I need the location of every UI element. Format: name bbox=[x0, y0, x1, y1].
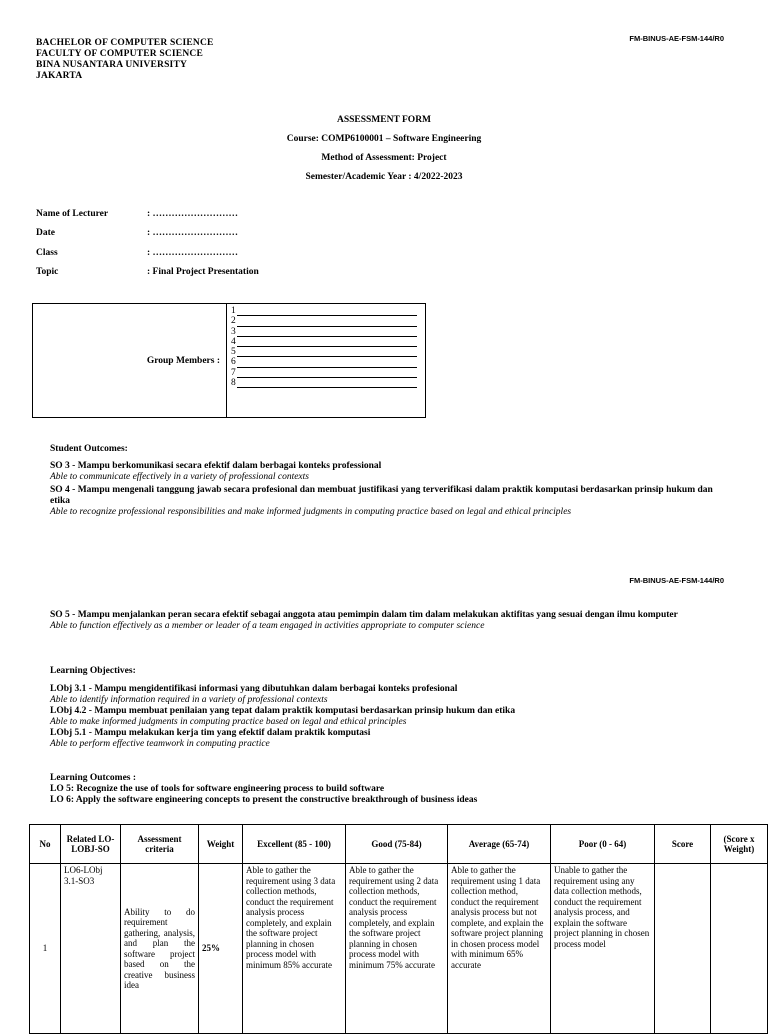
section-heading: Learning Objectives: bbox=[50, 666, 136, 676]
course-line: Course: COMP6100001 – Software Engineering bbox=[286, 134, 482, 144]
group-members-label: Group Members : bbox=[33, 304, 227, 417]
so5-title: SO 5 - Mampu menjalankan peran secara efektif sebagai anggota atau pemimpin dalam tim dalam melakukan aktifitas yang sesuai dengan ilmu komputer bbox=[50, 610, 678, 620]
so5-desc: Able to function effectively as a member or leader of a team engaged in activities appropriate to computer science bbox=[50, 621, 485, 631]
so3-title: SO 3 - Mampu berkomunikasi secara efektif dalam berbagai konteks professional bbox=[50, 461, 382, 471]
cell-poor: Unable to gather the requirement using any data collection methods, conduct the requirement analysis process, and explain the software project planning in chosen process model bbox=[551, 864, 655, 1034]
learning-objectives-section bbox=[50, 666, 730, 750]
meta-fields bbox=[36, 209, 259, 286]
member-line[interactable]: 8 bbox=[231, 378, 417, 388]
institution-line: BACHELOR OF COMPUTER SCIENCE bbox=[36, 38, 214, 48]
meta-label: Date bbox=[36, 228, 55, 239]
meta-label: Topic bbox=[36, 266, 59, 277]
meta-row-topic bbox=[36, 267, 259, 286]
form-code-page2: FM-BINUS-AE-FSM-144/R0 bbox=[629, 576, 724, 585]
lobj31-desc: Able to identify information required in a variety of professional contexts bbox=[50, 695, 328, 705]
meta-value: : ……………………… bbox=[147, 228, 239, 239]
so3-desc: Able to communicate effectively in a variety of professional contexts bbox=[50, 472, 309, 482]
cell-average: Able to gather the requirement using 1 data collection method, conduct the requirement analysis process but not complete, and explain the software project planning in chosen process model with minimum 65% accurate bbox=[448, 864, 551, 1034]
institution-line: BINA NUSANTARA UNIVERSITY bbox=[36, 60, 188, 70]
learning-outcomes-section bbox=[50, 773, 730, 806]
member-line[interactable]: 7 bbox=[231, 368, 417, 378]
cell-weight: 25% bbox=[199, 864, 243, 1034]
col-header-score: Score bbox=[655, 825, 711, 864]
lo5-text: LO 5: Recognize the use of tools for software engineering process to build software bbox=[50, 784, 385, 794]
student-outcomes-section bbox=[50, 444, 730, 518]
col-header-average: Average (65-74) bbox=[448, 825, 551, 864]
col-header-poor: Poor (0 - 64) bbox=[551, 825, 655, 864]
cell-criteria: Ability to do requirement gathering, analysis, and plan the software project based on the creative business idea bbox=[121, 864, 199, 1034]
so4-desc: Able to recognize professional responsibilities and make informed judgments in computing practice based on legal and ethical principles bbox=[50, 507, 572, 517]
meta-value: : Final Project Presentation bbox=[147, 266, 259, 277]
member-line[interactable]: 2 bbox=[231, 316, 417, 326]
meta-value: : ……………………… bbox=[147, 209, 239, 219]
group-members-box bbox=[32, 303, 426, 418]
col-header-excellent: Excellent (85 - 100) bbox=[243, 825, 346, 864]
meta-row-date bbox=[36, 228, 259, 247]
section-heading: Student Outcomes: bbox=[50, 444, 128, 454]
institution-line: JAKARTA bbox=[36, 71, 83, 81]
col-header-no: No bbox=[30, 825, 61, 864]
lobj31-title: LObj 3.1 - Mampu mengidentifikasi informasi yang dibutuhkan dalam berbagai konteks profesional bbox=[50, 684, 458, 694]
member-line[interactable]: 5 bbox=[231, 347, 417, 357]
rubric-table bbox=[29, 824, 768, 1034]
so4-title: SO 4 - Mampu mengenali tanggung jawab secara profesional dan membuat justifikasi yang terverifikasi dalam praktik komputasi berdasarkan prinsip hukum dan etika bbox=[50, 485, 713, 506]
lobj51-title: LObj 5.1 - Mampu melakukan kerja tim yang efektif dalam praktik komputasi bbox=[50, 728, 371, 738]
cell-excellent: Able to gather the requirement using 3 data collection methods, conduct the requirement analysis process completely, and explain the software project planning in chosen process model with minimum 85% accurate bbox=[243, 864, 346, 1034]
institution-line: FACULTY OF COMPUTER SCIENCE bbox=[36, 49, 204, 59]
cell-related: LO6-LObj 3.1-SO3 bbox=[61, 864, 121, 1034]
meta-row-class bbox=[36, 248, 259, 267]
rubric-header-row bbox=[30, 825, 768, 864]
so5-section bbox=[50, 610, 730, 632]
cell-score[interactable] bbox=[655, 864, 711, 1034]
method-line: Method of Assessment: Project bbox=[321, 153, 447, 163]
col-header-good: Good (75-84) bbox=[346, 825, 448, 864]
col-header-weight: Weight bbox=[199, 825, 243, 864]
cell-weighted[interactable] bbox=[711, 864, 768, 1034]
col-header-related: Related LO-LOBJ-SO bbox=[61, 825, 121, 864]
meta-label: Name of Lecturer bbox=[36, 209, 109, 219]
form-title: ASSESSMENT FORM bbox=[336, 115, 432, 125]
table-row bbox=[30, 864, 768, 1034]
member-line[interactable]: 1 bbox=[231, 306, 417, 316]
meta-value: : ……………………… bbox=[147, 247, 239, 258]
lo6-text: LO 6: Apply the software engineering concepts to present the constructive breakthrough of business ideas bbox=[50, 795, 478, 805]
lobj42-title: LObj 4.2 - Mampu membuat penilaian yang tepat dalam praktik komputasi berdasarkan prinsip hukum dan etika bbox=[50, 706, 516, 716]
meta-row-lecturer bbox=[36, 209, 259, 228]
meta-label: Class bbox=[36, 247, 58, 258]
lobj51-desc: Able to perform effective teamwork in computing practice bbox=[50, 739, 270, 749]
col-header-weighted: (Score x Weight) bbox=[711, 825, 768, 864]
section-heading: Learning Outcomes : bbox=[50, 773, 137, 783]
group-members-lines bbox=[231, 306, 417, 388]
member-line[interactable]: 3 bbox=[231, 327, 417, 337]
member-line[interactable]: 6 bbox=[231, 357, 417, 367]
cell-good: Able to gather the requirement using 2 data collection methods, conduct the requirement analysis process completely, and explain the software project planning in chosen process model with minimum 75% accurate bbox=[346, 864, 448, 1034]
institution-block bbox=[36, 38, 214, 82]
form-code: FM-BINUS-AE-FSM-144/R0 bbox=[629, 34, 724, 43]
member-line[interactable]: 4 bbox=[231, 337, 417, 347]
col-header-criteria: Assessment criteria bbox=[121, 825, 199, 864]
semester-line: Semester/Academic Year : 4/2022-2023 bbox=[305, 172, 463, 182]
cell-no: 1 bbox=[30, 864, 61, 1034]
lobj42-desc: Able to make informed judgments in computing practice based on legal and ethical principles bbox=[50, 717, 407, 727]
